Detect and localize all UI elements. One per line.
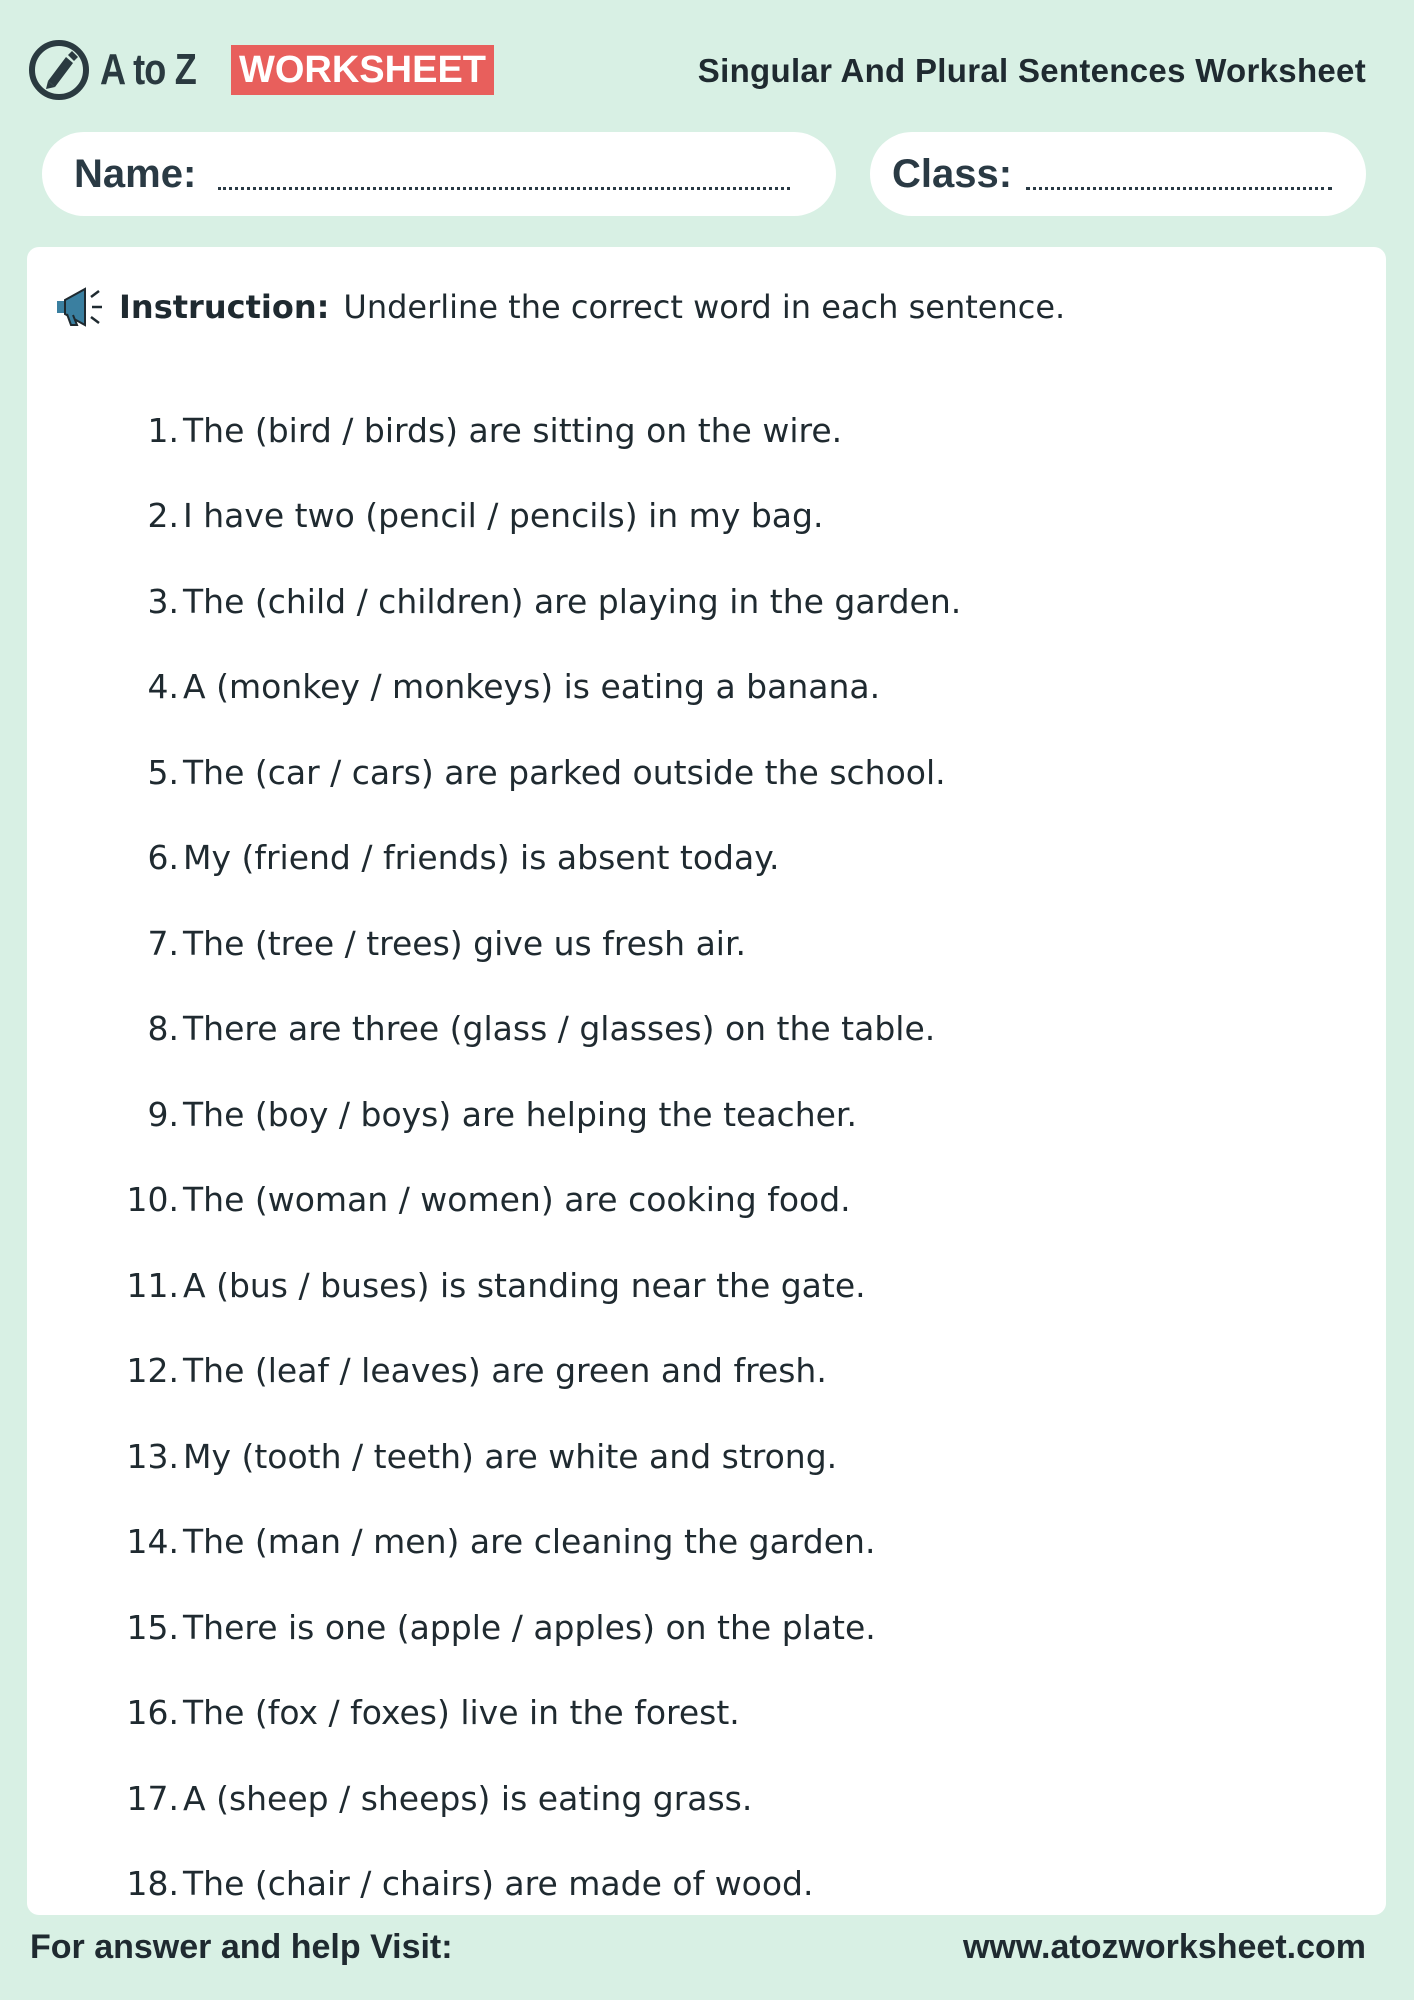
logo-text: A to Z [100, 45, 196, 94]
question-text[interactable]: My (tooth / teeth) are white and strong. [183, 1436, 838, 1476]
question-number: 18. [126, 1864, 179, 1903]
page-header [28, 38, 1366, 102]
question-number: 17. [126, 1778, 179, 1818]
question-text[interactable]: A (sheep / sheeps) is eating grass. [183, 1778, 753, 1818]
question-item [27, 1499, 875, 1585]
question-text[interactable]: The (boy / boys) are helping the teacher. [183, 1094, 857, 1134]
question-number: 13. [126, 1436, 179, 1476]
name-label: Name: [74, 151, 197, 196]
question-item [27, 1157, 851, 1243]
question-text[interactable]: The (tree / trees) give us fresh air. [183, 923, 746, 963]
class-label: Class: [892, 151, 1013, 196]
question-number: 12. [126, 1351, 179, 1390]
question-item [27, 473, 823, 559]
instruction-label: Instruction: [119, 288, 330, 326]
question-item [27, 1242, 866, 1328]
question-text[interactable]: There are three (glass / glasses) on the table. [183, 1009, 936, 1048]
brand-logo[interactable] [28, 38, 494, 102]
question-item [27, 1328, 827, 1414]
question-item [27, 387, 842, 473]
worksheet-title: Singular And Plural Sentences Worksheet [697, 52, 1366, 89]
class-field[interactable] [870, 132, 1366, 216]
name-field[interactable] [42, 132, 836, 216]
question-number: 7. [147, 923, 179, 963]
question-number: 5. [147, 752, 179, 792]
question-text[interactable]: A (monkey / monkeys) is eating a banana. [183, 667, 881, 706]
question-number: 2. [147, 496, 179, 535]
instruction-row [53, 285, 1065, 329]
question-item [27, 644, 880, 730]
class-dotted-line[interactable] [1026, 187, 1332, 190]
question-number: 6. [147, 838, 179, 877]
question-item [27, 1584, 876, 1670]
pencil-logo-icon [28, 39, 90, 101]
question-number: 3. [147, 581, 179, 621]
question-item [27, 729, 946, 815]
footer-note: For answer and help Visit: [30, 1928, 453, 1966]
question-number: 14. [126, 1522, 179, 1561]
footer-website-link[interactable]: www.atozworksheet.com [962, 1928, 1366, 1966]
question-text[interactable]: The (leaf / leaves) are green and fresh. [183, 1351, 827, 1390]
name-dotted-line[interactable] [218, 187, 790, 190]
question-number: 9. [147, 1094, 179, 1134]
question-text[interactable]: The (child / children) are playing in the garden. [183, 581, 962, 621]
instruction-text: Underline the correct word in each sentence. [343, 288, 1066, 326]
question-item [27, 900, 746, 986]
question-text[interactable]: The (man / men) are cleaning the garden. [183, 1522, 876, 1561]
question-number: 11. [126, 1265, 179, 1305]
question-number: 15. [126, 1607, 179, 1647]
question-number: 4. [147, 667, 179, 706]
question-text[interactable]: I have two (pencil / pencils) in my bag. [183, 496, 824, 535]
question-number: 10. [126, 1180, 179, 1219]
question-text[interactable]: The (chair / chairs) are made of wood. [183, 1864, 814, 1903]
question-text[interactable]: The (fox / foxes) live in the forest. [183, 1693, 740, 1732]
question-item [27, 1755, 752, 1841]
worksheet-card [27, 247, 1386, 1915]
megaphone-icon [53, 285, 105, 329]
question-text[interactable]: The (bird / birds) are sitting on the wire. [183, 410, 843, 450]
question-item [27, 815, 780, 901]
question-item [27, 1670, 740, 1756]
question-number: 1. [147, 410, 179, 450]
question-item [27, 1413, 837, 1499]
question-text[interactable]: My (friend / friends) is absent today. [183, 838, 780, 877]
question-number: 8. [147, 1009, 179, 1048]
question-text[interactable]: A (bus / buses) is standing near the gate. [183, 1265, 866, 1305]
question-text[interactable]: The (car / cars) are parked outside the school. [183, 752, 946, 792]
question-number: 16. [126, 1693, 179, 1732]
question-item [27, 1071, 857, 1157]
question-item [27, 986, 935, 1072]
question-item [27, 1841, 814, 1927]
question-text[interactable]: There is one (apple / apples) on the plate. [183, 1607, 876, 1647]
question-text[interactable]: The (woman / women) are cooking food. [183, 1180, 851, 1219]
logo-badge: WORKSHEET [231, 45, 494, 95]
question-item [27, 558, 961, 644]
